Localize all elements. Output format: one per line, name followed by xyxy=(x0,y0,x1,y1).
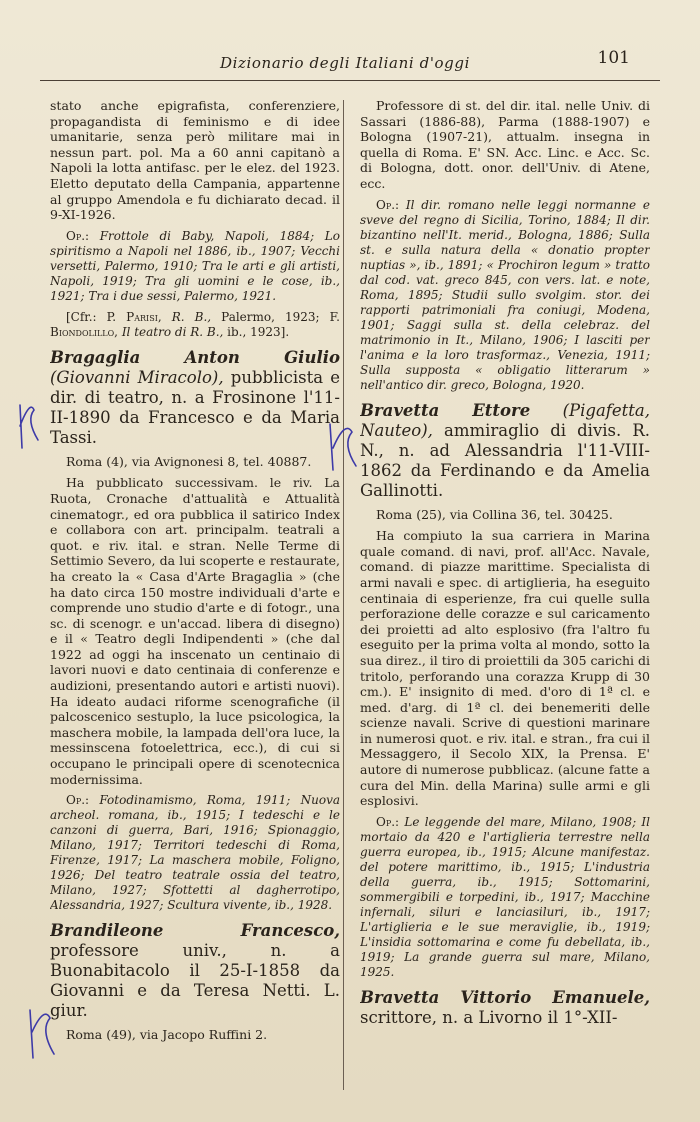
works-label: Op.: xyxy=(376,197,400,212)
entry-name: Bravetta Vittorio Emanuele, xyxy=(360,987,650,1007)
entry-description: scrittore, n. a Livorno il 1°-XII- xyxy=(360,1007,618,1027)
entry-description: ammiraglio di divis. R. N., n. ad Alessandria l'11-VIII-1862 da Ferdinando e da Amelia Gallinotti. xyxy=(360,420,650,500)
reference-work: Il teatro di R. B., xyxy=(121,324,224,339)
entry-continuation: stato anche epigrafista, conferenziere, propagandista di feminismo e di idee umanitarie, senza però militare mai in nessun part. pol. Ma a 60 anni capitanò a Napoli la lotta antifasc. per le elez. del 1923. Elettо deputato della Campania, appartenne al gruppo Amendola e fu dichiarato decad. il 9-XI-1926. xyxy=(50,98,340,223)
left-column xyxy=(50,98,340,1098)
entry-name: Bragaglia Anton Giulio xyxy=(50,347,340,367)
entry-heading xyxy=(360,988,650,1028)
works-label: Op.: xyxy=(66,793,90,808)
reference-author: P. Parisi, xyxy=(106,309,162,324)
right-column xyxy=(360,98,650,1098)
reference-author: F. Biondolillo, xyxy=(50,309,340,339)
entry-description: pubblicista e dir. di teatro, n. a Frosinone l'11-II-1890 da Francesco e da Maria Tassi. xyxy=(50,367,340,447)
page-number: 101 xyxy=(597,48,630,68)
reference-details: Palermo, 1923; xyxy=(221,309,320,324)
works-text: Il dir. romano nelle leggi normanne e sveve del regno di Sicilia, Torino, 1884; Il dir. bizantino nell'It. merid., Bologna, 1886; Sulla st. e sulla natura della « donatio propter nuptias », ib., 1891; « Prochiron legum » tratto dal cod. vat. greco 845, con vers. lat. e note, Roma, 1895; Studii sullo svolgim. stor. dei rapporti patrimoniali fra coniugi, Modena, 1901; Saggi sulla st. della celebraz. del matrimonio in It., Milano, 1906; I lasciti per l'anima e la loro trasformaz., Venezia, 1911; Sulla supposta « obligatio litterarum » nell'antico dir. greco, Bologna, 1920. xyxy=(360,197,650,392)
column-divider xyxy=(343,100,344,1090)
entry-continuation: Professore di st. del dir. ital. nelle Univ. di Sassari (1886-88), Parma (1888-1907) e Bologna (1907-21), attualm. insegna in quella di Roma. E' SN. Acc. Linc. e Acc. Sc. di Bologna, dott. onor. dell'Univ. di Atene, ecc. xyxy=(360,98,650,191)
entry-name: Brandileone Francesco, xyxy=(50,921,340,941)
references xyxy=(50,310,340,340)
entry-pseudonym: (Giovanni Miracolo), xyxy=(50,367,224,387)
entry-heading xyxy=(360,401,650,501)
entry-heading xyxy=(50,348,340,448)
works-text: Le leggende del mare, Milano, 1908; Il mortaio da 420 e l'artiglieria terrestre nella guerra europea, ib., 1915; Alcune manifestaz. del potere marittimo, ib., 1915; L'industria della guerra, ib., 1915; Sottomarini, sommergibili e torpedini, ib., 1917; Macchine infernali, siluri e lanciasiluri, ib., 1917; L'artiglieria e le sue meraviglie, ib., 1919; L'insidia sottomarina e come fu debellata, ib., 1919; La grande guerra sul mare, Milano, 1925. xyxy=(360,814,650,979)
entry-biography: Ha pubblicato successivam. le riv. La Ruota, Cronache d'attualità e Attualità cinematogr., ed ora pubblica il satirico Index e collabora con art. principalm. teatrali a quot. e riv. ital. e stran. Nelle Terme di Settimio Severo, da lui scoperte e restaurate, ha creato la « Casa d'Arte Bragaglia » (che ha dato circa 150 mostre individuali d'arte e comprende uno studio d'arte e di fotogr., una sc. di scenogr. e un'accad. libera di disegno) e il « Teatro degli Indipendenti » (che dal 1922 ad oggi ha inscenato un centinaio di lavori nuovi e dato centinaia di conferenze e audizioni, presentando autori e artisti nuovi). Ha ideato audaci riforme scenografiche (il palcoscenico sestuplo, la luce psicologica, la maschera mobile, la lampada dell'ora luce, la messinscena fotoelettrica, ecc.), di cui si occupano le principali opere di scenotecnica modernissima. xyxy=(50,475,340,787)
entry-pseudonym: (Pigafetta, Nauteo), xyxy=(360,400,650,440)
reference-work: R. B., xyxy=(171,309,212,324)
running-title: Dizionario degli Italiani d'oggi xyxy=(220,54,470,72)
works-label: Op.: xyxy=(66,228,90,243)
entry-biography: Ha compiuto la sua carriera in Marina quale comand. di navi, prof. all'Acc. Navale, comand. di piazze marittime. Specialista di armi navali e spec. di artiglieria, ha eseguito centinaia di esperienze, fra cui quelle sulla perforazione delle corazze e sul caricamento dei proietti ad alto esplosivo (fra l'altro fu eseguito per la prima volta al mondo, sotto la sua direz., il tiro di proiettili da 305 carichi di tritolo, perforando una corazza Krupp di 30 cm.). E' insignito di med. d'oro di 1ª cl. e med. d'arg. di 1ª cl. dei benemeriti delle scienze navali. Scrive di questioni marinare in numerosi quot. e riv. ital. e stran., fra cui il Messaggero, il Secolo XIX, la Prensa. E' autore di numerose pubblicaz. (alcune fatte a cura del Min. della Marina) sulle armi e gli esplosivi. xyxy=(360,528,650,809)
entry-heading xyxy=(50,921,340,1021)
entry-address: Roma (25), via Collina 36, tel. 30425. xyxy=(376,506,613,522)
entry-description: professore univ., n. a Buonabitacolo il 25-I-1858 da Giovanni e da Teresa Netti. L. giur. xyxy=(50,941,340,1021)
references-open: [Cfr.: xyxy=(66,309,97,324)
works-list xyxy=(360,198,650,393)
page-header xyxy=(40,44,660,81)
works-label: Op.: xyxy=(376,814,400,829)
entry-address: Roma (4), via Avignonesi 8, tel. 40887. xyxy=(66,453,312,469)
works-list xyxy=(50,793,340,913)
reference-details: ib., 1923]. xyxy=(227,324,290,339)
works-text: Frottole di Baby, Napoli, 1884; Lo spiritismo a Napoli nel 1886, ib., 1907; Vecchi versetti, Palermo, 1910; Tra le arti e gli artisti, Napoli, 1919; Tra gli uomini e le cose, ib., 1921; Tra i due sessi, Palermo, 1921. xyxy=(50,228,340,303)
entry-address: Roma (49), via Jacopo Ruffini 2. xyxy=(66,1027,268,1043)
works-list xyxy=(50,229,340,304)
entry-name: Bravetta Ettore xyxy=(360,400,531,420)
works-list xyxy=(360,815,650,980)
margin-pen-mark xyxy=(20,405,38,448)
works-text: Fotodinamismo, Roma, 1911; Nuova archeol. romana, ib., 1915; I tedeschi e le canzoni di guerra, Bari, 1916; Spionaggio, Milano, 1917; Territori tedeschi di Roma, Firenze, 1917; La maschera mobile, Foligno, 1926; Del teatro teatrale ossia del teatro, Milano, 1927; Sfottetti al dagherrotipo, Alessandria, 1927; Scultura vivente, ib., 1928. xyxy=(50,793,340,913)
